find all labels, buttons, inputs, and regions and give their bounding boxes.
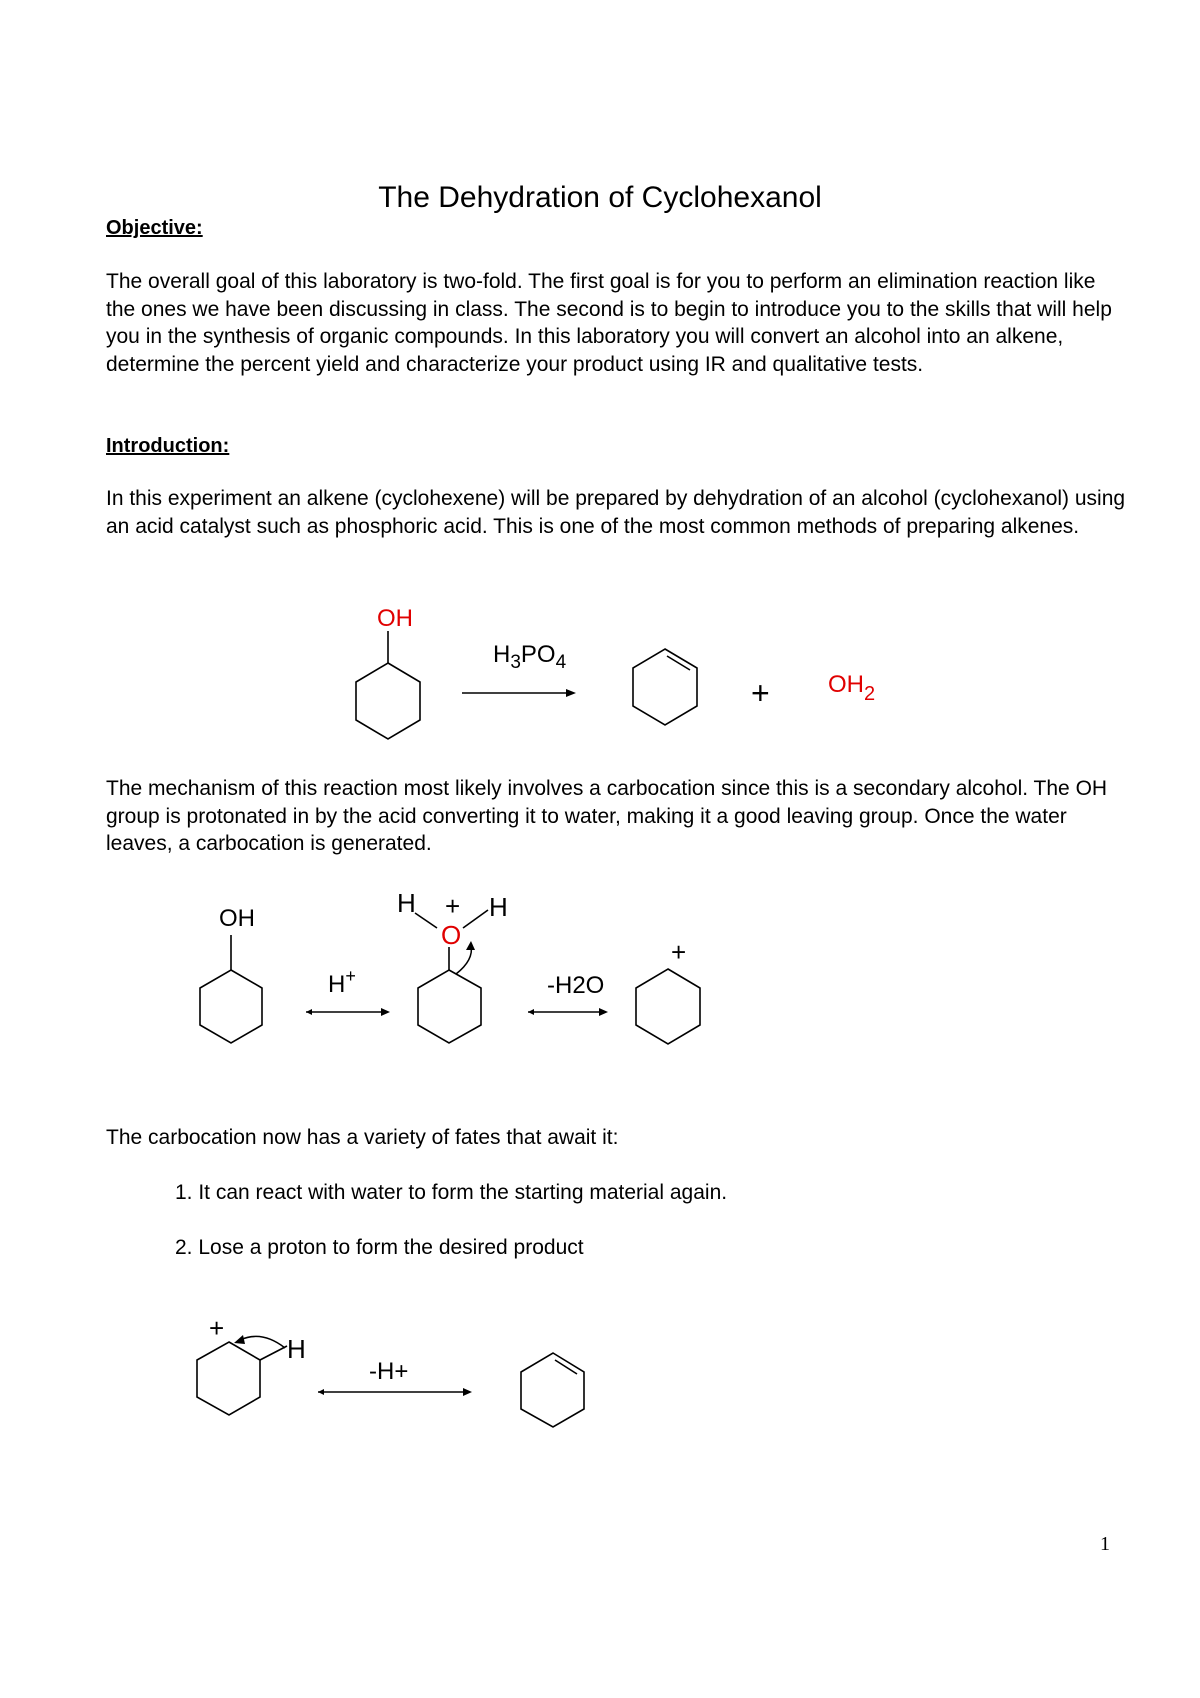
equilibrium-arrowhead — [463, 1388, 472, 1396]
protonated-ring — [418, 970, 481, 1043]
reaction-arrowhead — [566, 689, 576, 697]
oxygen-label: O — [441, 920, 462, 950]
equilibrium-arrowhead-left — [318, 1389, 324, 1395]
objective-paragraph: The overall goal of this laboratory is two-fold. The first goal is for you to perform an elimination reaction like the ones we have been discussing in class. The second is to begin to introduce you to the skills that will help you in the synthesis of organic compounds. In this laboratory you will convert an alcohol into an alkene, determine the percent yield and characterize your product using IR and qualitative tests. — [106, 270, 1112, 376]
fate-item-1: 1. It can react with water to form the starting material again. — [175, 1181, 728, 1204]
cyclohexanol-ring — [356, 663, 420, 739]
loss-of-water-label: -H2O — [547, 972, 605, 999]
equilibrium-arrowhead-left — [528, 1009, 534, 1015]
carbocation-formation-scheme — [0, 880, 1200, 1060]
o-h-bond-left — [415, 913, 437, 928]
introduction-heading: Introduction: — [106, 435, 230, 457]
mechanism-paragraph: The mechanism of this reaction most likely involves a carbocation since this is a secondary alcohol. The OH group is protonated in by the acid converting it to water, making it a good leaving group. Once the water leaves, a carbocation is generated. — [106, 777, 1108, 856]
curved-arrowhead — [234, 1335, 245, 1344]
dehydration-overall-scheme — [0, 590, 1200, 740]
hydroxyl-label: OH — [219, 905, 255, 932]
page-number: 1 — [1100, 1533, 1110, 1555]
alkene-double-bond — [555, 1360, 577, 1374]
hydrogen-right-label: H — [489, 892, 508, 922]
cyclohexene-ring — [521, 1353, 584, 1427]
hydrogen-left-label: H — [397, 888, 416, 918]
plus-sign: + — [751, 675, 770, 711]
page-title: The Dehydration of Cyclohexanol — [378, 181, 822, 214]
objective-heading: Objective: — [106, 217, 203, 239]
carbocation-charge: + — [209, 1313, 225, 1343]
hydrogen-label: H — [287, 1334, 306, 1364]
reagent-label: $H_3PO_4$ — [493, 641, 567, 673]
fate-item-2: 2. Lose a proton to form the desired product — [175, 1236, 584, 1259]
carbocation-ring — [197, 1342, 260, 1415]
alkene-double-bond — [667, 656, 690, 670]
c-h-bond — [260, 1346, 287, 1360]
cyclohexene-ring — [633, 649, 697, 725]
proton-loss-scheme — [0, 1310, 1200, 1440]
equilibrium-arrowhead-left — [306, 1009, 312, 1015]
fates-paragraph: The carbocation now has a variety of fates that await it: — [106, 1126, 619, 1149]
acid-label: H+ — [328, 966, 356, 998]
hydroxyl-label: OH — [377, 605, 413, 632]
proton-loss-label: -H+ — [369, 1358, 409, 1385]
introduction-paragraph: In this experiment an alkene (cyclohexene) will be prepared by dehydration of an alcohol (cyclohexanol) using an acid catalyst such as phosphoric acid. This is one of the most common methods of preparing alkenes. — [106, 487, 1126, 538]
oxonium-charge: + — [445, 891, 461, 921]
equilibrium-arrowhead — [599, 1008, 608, 1016]
curved-arrowhead — [466, 941, 475, 950]
carbocation-ring — [636, 969, 700, 1044]
curved-electron-arrow — [240, 1336, 285, 1348]
carbocation-charge: + — [671, 937, 687, 967]
o-h-bond-right — [463, 910, 488, 928]
equilibrium-arrowhead — [381, 1008, 390, 1016]
water-label: $OH_2$ — [828, 671, 876, 705]
cyclohexanol-ring — [200, 970, 262, 1043]
